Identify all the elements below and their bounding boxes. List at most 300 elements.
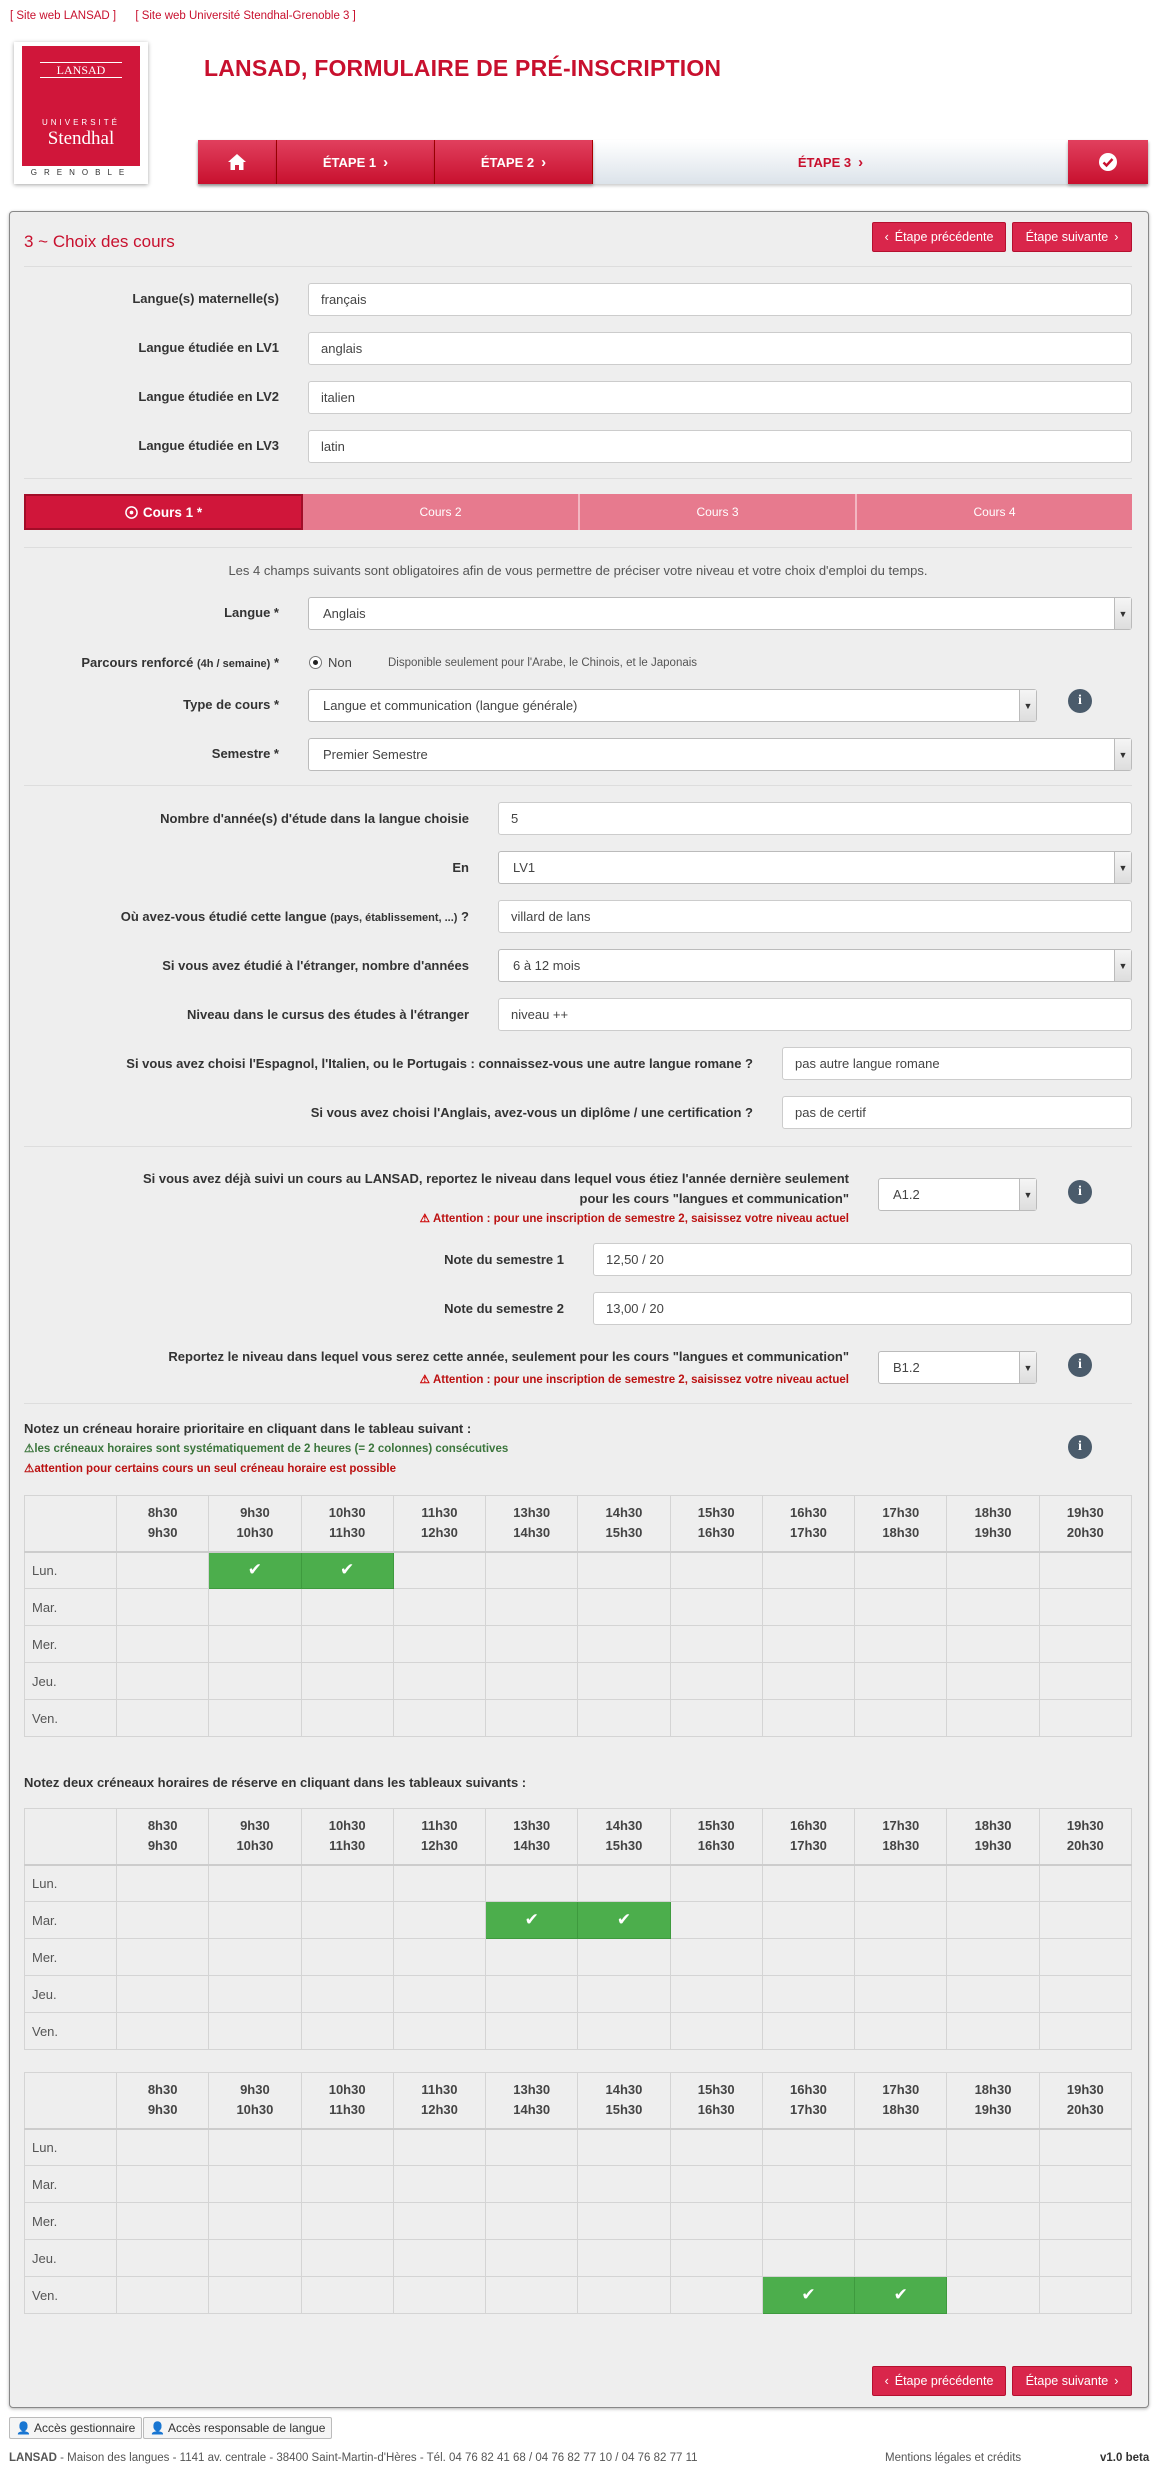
tab-cours-4[interactable] bbox=[857, 494, 1132, 530]
slot-cell[interactable] bbox=[117, 2277, 209, 2314]
slot-cell[interactable] bbox=[762, 1663, 854, 1700]
slot-cell[interactable] bbox=[209, 2240, 301, 2277]
lang-lv2-input[interactable]: italien bbox=[308, 381, 1132, 414]
slot-cell[interactable] bbox=[117, 1663, 209, 1700]
slot-cell[interactable] bbox=[486, 1552, 578, 1589]
current-level-label: Reportez le niveau dans lequel vous serez cette année, seulement pour les cours "langues et communication" bbox=[168, 1349, 849, 1364]
slot-cell[interactable] bbox=[855, 1939, 947, 1976]
slot-cell[interactable] bbox=[1039, 1865, 1131, 1902]
tab-cours-2[interactable] bbox=[303, 494, 580, 530]
admin-access-button[interactable] bbox=[9, 2417, 142, 2439]
slot-cell[interactable] bbox=[855, 1663, 947, 1700]
slot-cell[interactable] bbox=[301, 1865, 393, 1902]
tab-cours-3-label: Cours 3 bbox=[696, 505, 739, 519]
slot-cell[interactable] bbox=[1039, 2013, 1131, 2050]
slot-cell[interactable] bbox=[855, 2129, 947, 2166]
slot-cell[interactable] bbox=[393, 2129, 485, 2166]
slot-cell[interactable] bbox=[578, 1865, 670, 1902]
anglais-input[interactable]: pas de certif bbox=[782, 1096, 1132, 1129]
chevron-right-icon: › bbox=[541, 153, 547, 171]
slot-cell[interactable] bbox=[1039, 1976, 1131, 2013]
lang-lv1-input[interactable]: anglais bbox=[308, 332, 1132, 365]
slot-cell[interactable] bbox=[762, 1976, 854, 2013]
slot-cell[interactable] bbox=[855, 1589, 947, 1626]
slot-cell[interactable] bbox=[947, 1865, 1039, 1902]
slot-cell-selected[interactable] bbox=[209, 1552, 301, 1589]
slot-cell[interactable] bbox=[301, 1976, 393, 2013]
current-level-value: B1.2 bbox=[893, 1360, 920, 1375]
day-label: Mar. bbox=[25, 1902, 117, 1939]
table-row bbox=[25, 1939, 1132, 1976]
slot-cell[interactable] bbox=[486, 1939, 578, 1976]
slot-cell[interactable] bbox=[393, 1976, 485, 2013]
slot-cell[interactable] bbox=[1039, 1700, 1131, 1737]
link-lansad[interactable]: [ Site web LANSAD ] bbox=[10, 10, 117, 22]
day-label: Ven. bbox=[25, 2013, 117, 2050]
slot-cell[interactable] bbox=[209, 1902, 301, 1939]
slot-cell[interactable] bbox=[855, 1902, 947, 1939]
type-cours-select[interactable] bbox=[308, 689, 1037, 722]
ou-input[interactable]: villard de lans bbox=[498, 900, 1132, 933]
table-row bbox=[25, 2013, 1132, 2050]
slot-cell[interactable] bbox=[947, 2013, 1039, 2050]
slot-cell[interactable] bbox=[393, 2277, 485, 2314]
slot-cell[interactable] bbox=[670, 1976, 762, 2013]
slot-cell[interactable] bbox=[947, 1663, 1039, 1700]
resp-access-button[interactable] bbox=[143, 2417, 332, 2439]
slot-cell[interactable] bbox=[486, 2203, 578, 2240]
slot-cell[interactable] bbox=[117, 1552, 209, 1589]
slot-cell[interactable] bbox=[947, 1700, 1039, 1737]
divider bbox=[24, 547, 1132, 548]
slot-cell[interactable] bbox=[670, 1939, 762, 1976]
slot-cell[interactable] bbox=[117, 1902, 209, 1939]
warning-icon: ⚠ bbox=[24, 1443, 35, 1455]
slot-cell[interactable] bbox=[393, 1902, 485, 1939]
check-icon: ✔ bbox=[893, 2285, 908, 2304]
slot-header: 18h30 19h30 bbox=[947, 1809, 1039, 1865]
logo-grenoble: GRENOBLE bbox=[18, 166, 144, 180]
slot-cell[interactable] bbox=[486, 1865, 578, 1902]
en-value: LV1 bbox=[513, 860, 536, 875]
slot-cell[interactable] bbox=[670, 2203, 762, 2240]
slot-cell[interactable] bbox=[947, 2240, 1039, 2277]
slot-header: 14h30 15h30 bbox=[578, 2073, 670, 2129]
slot-header: 9h30 10h30 bbox=[209, 1496, 301, 1552]
slot-cell[interactable] bbox=[670, 1902, 762, 1939]
home-step-button[interactable] bbox=[198, 140, 277, 184]
niveau-etranger-label: Niveau dans le cursus des études à l'étranger bbox=[187, 1007, 469, 1022]
chevron-right-icon: › bbox=[1114, 2374, 1119, 2388]
current-level-select[interactable] bbox=[878, 1351, 1037, 1384]
slot-cell[interactable] bbox=[578, 2277, 670, 2314]
divider bbox=[24, 1146, 1132, 1147]
divider bbox=[24, 478, 1132, 479]
slot-cell[interactable] bbox=[117, 1589, 209, 1626]
slot-cell[interactable] bbox=[117, 2013, 209, 2050]
tab-cours-1-label: Cours 1 * bbox=[142, 504, 203, 520]
slot-cell[interactable] bbox=[301, 2013, 393, 2050]
slot-cell[interactable] bbox=[578, 2129, 670, 2166]
slot-cell[interactable] bbox=[486, 1589, 578, 1626]
step-2-button[interactable] bbox=[435, 140, 593, 184]
slot-cell[interactable] bbox=[209, 1939, 301, 1976]
info-icon[interactable]: i bbox=[1068, 1180, 1092, 1204]
slot-cell[interactable] bbox=[209, 1700, 301, 1737]
slot-cell[interactable] bbox=[670, 2013, 762, 2050]
chevron-down-icon: ▼ bbox=[1114, 739, 1131, 770]
schedule-table-reserve-1 bbox=[24, 1808, 1132, 2050]
current-level-warning: ⚠ Attention : pour une inscription de semestre 2, saisissez votre niveau actuel bbox=[419, 1374, 849, 1386]
logo-lansad: LANSAD bbox=[40, 62, 122, 78]
chevron-down-icon: ▼ bbox=[1114, 598, 1131, 629]
prev-label: Étape précédente bbox=[894, 2374, 994, 2388]
slot-cell[interactable] bbox=[1039, 2240, 1131, 2277]
slot-cell[interactable] bbox=[578, 1626, 670, 1663]
semestre-select[interactable] bbox=[308, 738, 1132, 771]
slot-cell[interactable] bbox=[209, 2129, 301, 2166]
slot-cell[interactable] bbox=[301, 1589, 393, 1626]
prev-level-value: A1.2 bbox=[893, 1187, 920, 1202]
tab-cours-1[interactable] bbox=[24, 494, 303, 530]
slot-cell[interactable] bbox=[762, 2203, 854, 2240]
slot-cell[interactable] bbox=[947, 1976, 1039, 2013]
slot-cell[interactable] bbox=[762, 2166, 854, 2203]
divider bbox=[24, 1403, 1132, 1404]
slot-cell[interactable] bbox=[762, 1902, 854, 1939]
table-row bbox=[25, 2166, 1132, 2203]
slot-cell[interactable] bbox=[393, 1939, 485, 1976]
info-icon[interactable]: i bbox=[1068, 689, 1092, 713]
slot-cell[interactable] bbox=[762, 2129, 854, 2166]
slot-cell[interactable] bbox=[209, 2203, 301, 2240]
next-step-button-top[interactable] bbox=[1012, 222, 1132, 252]
slot-cell-selected[interactable] bbox=[578, 1902, 670, 1939]
day-label: Mer. bbox=[25, 2203, 117, 2240]
chevron-down-icon: ▼ bbox=[1019, 690, 1036, 721]
step-3-button[interactable] bbox=[593, 140, 1068, 184]
slot-cell[interactable] bbox=[578, 1976, 670, 2013]
romane-label: Si vous avez choisi l'Espagnol, l'Italien, ou le Portugais : connaissez-vous une autre langue romane ? bbox=[126, 1056, 753, 1071]
check-icon: ✔ bbox=[524, 1910, 539, 1929]
etranger-label: Si vous avez étudié à l'étranger, nombre d'années bbox=[162, 958, 469, 973]
schedule-table-priority bbox=[24, 1495, 1132, 1737]
slot-cell[interactable] bbox=[578, 2240, 670, 2277]
corner-cell bbox=[25, 2073, 117, 2129]
note-s2-label: Note du semestre 2 bbox=[444, 1301, 564, 1316]
slot-cell[interactable] bbox=[393, 1700, 485, 1737]
slot-header: 16h30 17h30 bbox=[762, 2073, 854, 2129]
slot-header: 8h30 9h30 bbox=[117, 1809, 209, 1865]
slot-cell-selected[interactable] bbox=[486, 1902, 578, 1939]
day-label: Ven. bbox=[25, 2277, 117, 2314]
slot-cell[interactable] bbox=[855, 2240, 947, 2277]
steps-bar bbox=[198, 140, 1148, 184]
slot-cell[interactable] bbox=[209, 1865, 301, 1902]
slot-cell[interactable] bbox=[670, 2277, 762, 2314]
niveau-etranger-input[interactable]: niveau ++ bbox=[498, 998, 1132, 1031]
parcours-non-label: Non bbox=[328, 655, 352, 670]
slot-cell[interactable] bbox=[855, 1552, 947, 1589]
slot-cell[interactable] bbox=[486, 1700, 578, 1737]
slot-cell[interactable] bbox=[1039, 1626, 1131, 1663]
slot-cell[interactable] bbox=[1039, 1589, 1131, 1626]
slot-cell[interactable] bbox=[578, 1552, 670, 1589]
tab-cours-3[interactable] bbox=[580, 494, 857, 530]
slot-cell[interactable] bbox=[578, 2013, 670, 2050]
slot-cell[interactable] bbox=[762, 1589, 854, 1626]
slot-cell[interactable] bbox=[486, 1626, 578, 1663]
slot-cell[interactable] bbox=[947, 1589, 1039, 1626]
slot-cell[interactable] bbox=[578, 2166, 670, 2203]
slot-cell[interactable] bbox=[947, 1552, 1039, 1589]
slot-cell[interactable] bbox=[855, 1865, 947, 1902]
day-label: Jeu. bbox=[25, 1663, 117, 1700]
slot-cell[interactable] bbox=[670, 2129, 762, 2166]
slot-cell[interactable] bbox=[393, 2013, 485, 2050]
slot-cell[interactable] bbox=[670, 1700, 762, 1737]
slot-header: 18h30 19h30 bbox=[947, 1496, 1039, 1552]
slot-header: 19h30 20h30 bbox=[1039, 2073, 1131, 2129]
slot-cell[interactable] bbox=[301, 1626, 393, 1663]
chevron-right-icon: › bbox=[858, 153, 864, 171]
prev-step-button-bottom[interactable] bbox=[872, 2366, 1006, 2396]
slot-header: 15h30 16h30 bbox=[670, 1809, 762, 1865]
warning-icon: ⚠ bbox=[419, 1213, 430, 1225]
schedule-note-green: ⚠les créneaux horaires sont systématiquement de 2 heures (= 2 colonnes) consécutives bbox=[24, 1443, 509, 1455]
slot-cell[interactable] bbox=[762, 1939, 854, 1976]
divider bbox=[24, 266, 1132, 267]
admin-access-label: Accès gestionnaire bbox=[33, 2421, 136, 2435]
slot-cell[interactable] bbox=[1039, 2277, 1131, 2314]
slot-cell[interactable] bbox=[670, 1552, 762, 1589]
slot-cell[interactable] bbox=[486, 2013, 578, 2050]
day-label: Lun. bbox=[25, 1552, 117, 1589]
slot-cell[interactable] bbox=[301, 1663, 393, 1700]
slot-cell[interactable] bbox=[855, 2166, 947, 2203]
slot-cell[interactable] bbox=[393, 1552, 485, 1589]
corner-cell bbox=[25, 1809, 117, 1865]
slot-cell-selected[interactable] bbox=[762, 2277, 854, 2314]
slot-cell[interactable] bbox=[762, 1552, 854, 1589]
slot-cell[interactable] bbox=[670, 2166, 762, 2203]
slot-cell[interactable] bbox=[393, 1589, 485, 1626]
legal-link[interactable]: Mentions légales et crédits bbox=[885, 2452, 1022, 2464]
chevron-down-icon: ▼ bbox=[1114, 852, 1131, 883]
day-label: Jeu. bbox=[25, 1976, 117, 2013]
lang-maternelle-input[interactable]: français bbox=[308, 283, 1132, 316]
slot-cell[interactable] bbox=[1039, 2129, 1131, 2166]
slot-cell[interactable] bbox=[670, 2240, 762, 2277]
schedule-title-2: Notez deux créneaux horaires de réserve en cliquant dans les tableaux suivants : bbox=[24, 1775, 527, 1790]
slot-cell[interactable] bbox=[486, 1976, 578, 2013]
table-row bbox=[25, 1552, 1132, 1589]
slot-cell[interactable] bbox=[947, 2203, 1039, 2240]
resp-access-label: Accès responsable de langue bbox=[167, 2421, 326, 2435]
slot-cell[interactable] bbox=[578, 1700, 670, 1737]
slot-cell[interactable] bbox=[947, 1902, 1039, 1939]
type-cours-value: Langue et communication (langue générale) bbox=[323, 698, 578, 713]
slot-cell[interactable] bbox=[578, 1663, 670, 1700]
slot-cell[interactable] bbox=[209, 1663, 301, 1700]
slot-cell[interactable] bbox=[393, 1626, 485, 1663]
slot-cell[interactable] bbox=[117, 2240, 209, 2277]
slot-cell[interactable] bbox=[486, 2240, 578, 2277]
slot-header: 10h30 11h30 bbox=[301, 1496, 393, 1552]
prev-level-label: Si vous avez déjà suivi un cours au LANSAD, reportez le niveau dans lequel vous étiez l'année dernière seulement pour les cours "langues et communication" bbox=[142, 1171, 849, 1206]
langue-select[interactable] bbox=[308, 597, 1132, 630]
slot-cell[interactable] bbox=[855, 1700, 947, 1737]
next-step-button-bottom[interactable] bbox=[1012, 2366, 1132, 2396]
finish-step-button[interactable] bbox=[1068, 140, 1148, 184]
prev-step-button-top[interactable] bbox=[872, 222, 1006, 252]
slot-cell[interactable] bbox=[855, 1976, 947, 2013]
slot-cell[interactable] bbox=[209, 1589, 301, 1626]
step-1-button[interactable] bbox=[277, 140, 435, 184]
slot-cell[interactable] bbox=[486, 2277, 578, 2314]
slot-header: 11h30 12h30 bbox=[393, 1809, 485, 1865]
slot-cell-selected[interactable] bbox=[301, 1552, 393, 1589]
etranger-select[interactable] bbox=[498, 949, 1132, 982]
slot-cell[interactable] bbox=[1039, 1663, 1131, 1700]
table-row bbox=[25, 1700, 1132, 1737]
slot-cell[interactable] bbox=[301, 2203, 393, 2240]
slot-header: 13h30 14h30 bbox=[486, 2073, 578, 2129]
slot-cell[interactable] bbox=[1039, 2166, 1131, 2203]
university-logo[interactable] bbox=[14, 42, 148, 184]
slot-cell[interactable] bbox=[209, 1976, 301, 2013]
slot-cell[interactable] bbox=[117, 1700, 209, 1737]
slot-cell[interactable] bbox=[855, 1626, 947, 1663]
slot-cell[interactable] bbox=[209, 1626, 301, 1663]
next-label: Étape suivante bbox=[1025, 230, 1109, 244]
slot-cell[interactable] bbox=[393, 2240, 485, 2277]
course-tabs bbox=[24, 494, 1132, 530]
slot-cell[interactable] bbox=[117, 1976, 209, 2013]
slot-cell[interactable] bbox=[947, 1626, 1039, 1663]
slot-cell[interactable] bbox=[301, 2166, 393, 2203]
slot-cell[interactable] bbox=[209, 2277, 301, 2314]
parcours-non-radio[interactable] bbox=[309, 656, 322, 669]
note-s1-input[interactable]: 12,50 / 20 bbox=[593, 1243, 1132, 1276]
slot-cell[interactable] bbox=[670, 1589, 762, 1626]
table-row bbox=[25, 1589, 1132, 1626]
slot-cell[interactable] bbox=[762, 1865, 854, 1902]
step-3-label: ÉTAPE 3 bbox=[797, 154, 852, 170]
slot-header: 11h30 12h30 bbox=[393, 1496, 485, 1552]
check-icon: ✔ bbox=[340, 1560, 355, 1580]
slot-cell[interactable] bbox=[209, 2013, 301, 2050]
lang-lv2-label: Langue étudiée en LV2 bbox=[138, 389, 279, 404]
slot-cell[interactable] bbox=[1039, 1552, 1131, 1589]
slot-cell[interactable] bbox=[301, 2129, 393, 2166]
slot-cell[interactable] bbox=[670, 1865, 762, 1902]
footer-address bbox=[9, 2452, 698, 2464]
slot-cell[interactable] bbox=[117, 2203, 209, 2240]
slot-cell[interactable] bbox=[1039, 1939, 1131, 1976]
slot-cell-selected[interactable] bbox=[855, 2277, 947, 2314]
slot-cell[interactable] bbox=[947, 2166, 1039, 2203]
en-label: En bbox=[452, 860, 469, 875]
slot-cell[interactable] bbox=[117, 2129, 209, 2166]
slot-cell[interactable] bbox=[578, 1939, 670, 1976]
tab-cours-2-label: Cours 2 bbox=[419, 505, 462, 519]
slot-cell[interactable] bbox=[393, 2203, 485, 2240]
schedule-note-red: ⚠attention pour certains cours un seul créneau horaire est possible bbox=[24, 1463, 397, 1475]
slot-cell[interactable] bbox=[301, 2240, 393, 2277]
slot-cell[interactable] bbox=[855, 2203, 947, 2240]
table-row bbox=[25, 2129, 1132, 2166]
slot-cell[interactable] bbox=[486, 1663, 578, 1700]
chevron-right-icon: › bbox=[1114, 230, 1119, 244]
divider bbox=[24, 785, 1132, 786]
en-select[interactable] bbox=[498, 851, 1132, 884]
slot-cell[interactable] bbox=[762, 1626, 854, 1663]
day-label: Mar. bbox=[25, 2166, 117, 2203]
slot-header: 14h30 15h30 bbox=[578, 1496, 670, 1552]
table-row bbox=[25, 2277, 1132, 2314]
info-icon[interactable]: i bbox=[1068, 1435, 1092, 1459]
user-icon: 👤 bbox=[150, 2421, 165, 2435]
slot-cell[interactable] bbox=[1039, 1902, 1131, 1939]
slot-cell[interactable] bbox=[947, 2129, 1039, 2166]
slot-cell[interactable] bbox=[1039, 2203, 1131, 2240]
slot-cell[interactable] bbox=[301, 1700, 393, 1737]
slot-cell[interactable] bbox=[855, 2013, 947, 2050]
slot-cell[interactable] bbox=[117, 1865, 209, 1902]
chevron-down-icon: ▼ bbox=[1019, 1179, 1036, 1210]
slot-cell[interactable] bbox=[393, 2166, 485, 2203]
slot-cell[interactable] bbox=[209, 2166, 301, 2203]
slot-cell[interactable] bbox=[762, 2240, 854, 2277]
slot-cell[interactable] bbox=[947, 1939, 1039, 1976]
slot-cell[interactable] bbox=[947, 2277, 1039, 2314]
section-title: 3 ~ Choix des cours bbox=[24, 232, 175, 251]
slot-cell[interactable] bbox=[670, 1663, 762, 1700]
link-universite[interactable]: [ Site web Université Stendhal-Grenoble 3 ] bbox=[135, 10, 356, 22]
note-s2-input[interactable]: 13,00 / 20 bbox=[593, 1292, 1132, 1325]
annees-label: Nombre d'année(s) d'étude dans la langue choisie bbox=[160, 811, 469, 826]
slot-cell[interactable] bbox=[393, 1865, 485, 1902]
romane-input[interactable]: pas autre langue romane bbox=[782, 1047, 1132, 1080]
slot-cell[interactable] bbox=[762, 1700, 854, 1737]
slot-header: 9h30 10h30 bbox=[209, 2073, 301, 2129]
semestre-value: Premier Semestre bbox=[323, 747, 428, 762]
slot-header: 10h30 11h30 bbox=[301, 1809, 393, 1865]
slot-cell[interactable] bbox=[117, 1939, 209, 1976]
annees-input[interactable]: 5 bbox=[498, 802, 1132, 835]
slot-cell[interactable] bbox=[578, 1589, 670, 1626]
slot-cell[interactable] bbox=[578, 2203, 670, 2240]
info-icon[interactable]: i bbox=[1068, 1353, 1092, 1377]
slot-cell[interactable] bbox=[117, 2166, 209, 2203]
slot-cell[interactable] bbox=[486, 2129, 578, 2166]
lang-lv3-input[interactable]: latin bbox=[308, 430, 1132, 463]
slot-cell[interactable] bbox=[670, 1626, 762, 1663]
slot-cell[interactable] bbox=[393, 1663, 485, 1700]
slot-cell[interactable] bbox=[301, 1939, 393, 1976]
chevron-down-icon: ▼ bbox=[1019, 1352, 1036, 1383]
slot-cell[interactable] bbox=[301, 2277, 393, 2314]
parcours-note: Disponible seulement pour l'Arabe, le Chinois, et le Japonais bbox=[388, 657, 698, 669]
prev-level-select[interactable] bbox=[878, 1178, 1037, 1211]
slot-header: 17h30 18h30 bbox=[855, 1496, 947, 1552]
slot-cell[interactable] bbox=[301, 1902, 393, 1939]
slot-cell[interactable] bbox=[117, 1626, 209, 1663]
slot-cell[interactable] bbox=[762, 2013, 854, 2050]
slot-cell[interactable] bbox=[486, 2166, 578, 2203]
semestre-label: Semestre * bbox=[211, 746, 279, 761]
